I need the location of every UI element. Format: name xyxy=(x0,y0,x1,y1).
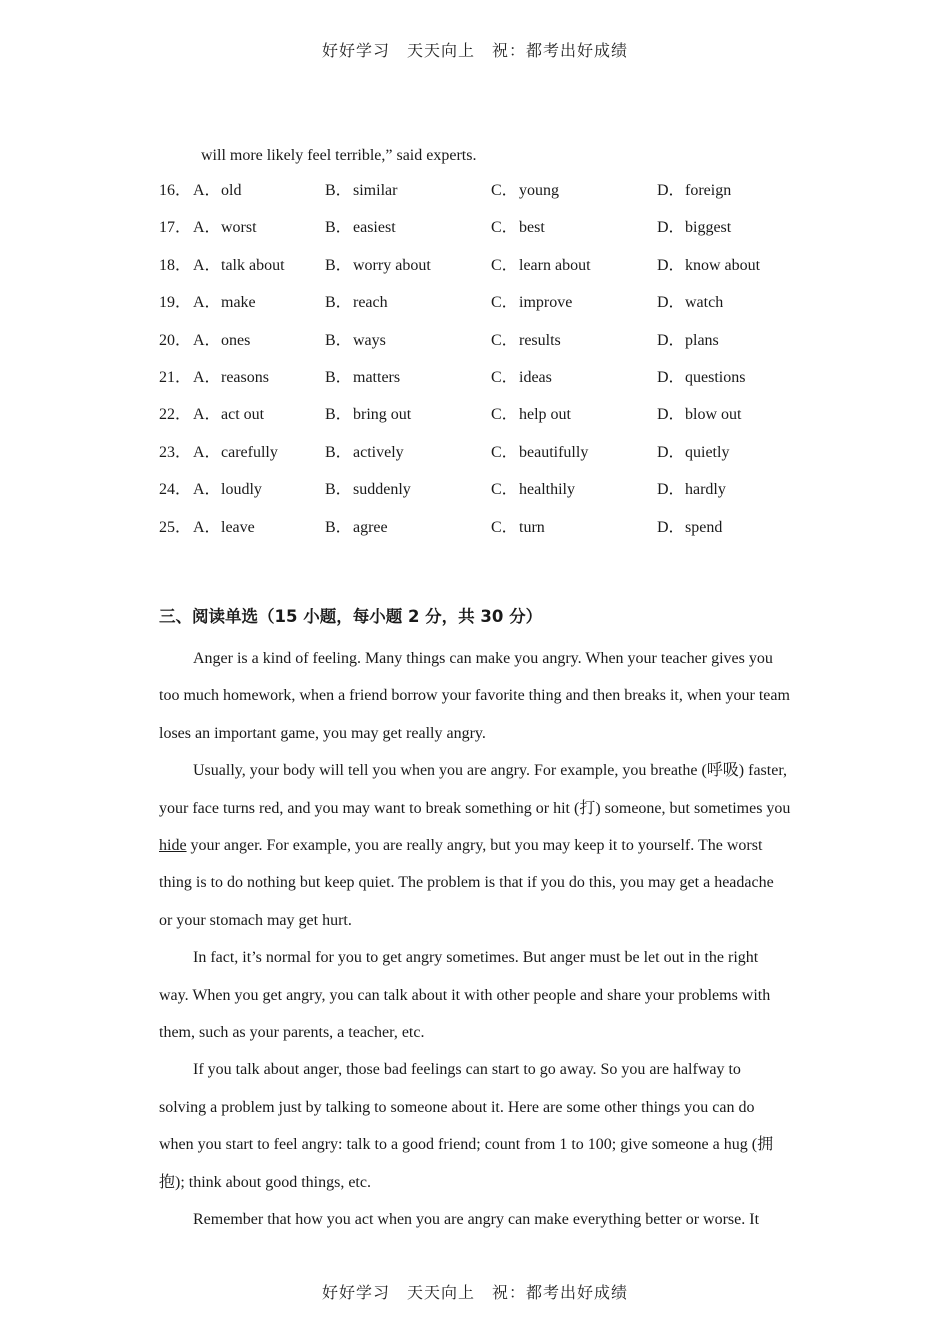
page-header: 好好学习 天天向上 祝：都考出好成绩 xyxy=(321,41,628,60)
option-text: spend xyxy=(685,518,723,536)
option-text: biggest xyxy=(685,219,732,237)
option-letter: B． xyxy=(325,406,352,424)
option-letter: B． xyxy=(325,481,352,499)
option-letter: A． xyxy=(193,406,221,424)
option-text: young xyxy=(519,182,559,199)
option-text: ideas xyxy=(519,368,552,386)
question-number: 23． xyxy=(159,443,192,461)
option-text: actively xyxy=(353,443,404,461)
option-c xyxy=(491,330,657,367)
option-text: worst xyxy=(221,219,257,237)
question-number: 18． xyxy=(159,256,192,274)
option-letter: B． xyxy=(325,331,352,349)
option-d xyxy=(657,442,791,479)
option-letter: C． xyxy=(491,481,518,499)
question-row xyxy=(159,217,791,254)
question-number: 20． xyxy=(159,331,192,349)
passage-continuation: will more likely feel terrible,” said experts. xyxy=(201,147,477,164)
option-text: best xyxy=(519,219,545,237)
question-row xyxy=(159,517,791,554)
option-text: results xyxy=(519,331,561,349)
option-c xyxy=(491,255,657,292)
option-letter: D． xyxy=(657,294,685,312)
paragraph-2 xyxy=(159,752,791,939)
question-row xyxy=(159,255,791,292)
option-d xyxy=(657,404,791,441)
option-b xyxy=(325,217,491,254)
option-text: blow out xyxy=(685,406,742,424)
option-text: know about xyxy=(685,256,761,274)
option-letter: C． xyxy=(491,368,518,386)
options-table xyxy=(159,180,791,554)
option-letter: D． xyxy=(657,443,685,461)
reading-passage xyxy=(159,640,791,1239)
option-b xyxy=(325,517,491,554)
paragraph-5: Remember that how you act when you are angry can make everything better or worse. It xyxy=(193,1211,760,1228)
option-text: easiest xyxy=(353,219,396,237)
option-text: agree xyxy=(353,518,388,536)
document-body xyxy=(159,143,791,1238)
option-b xyxy=(325,479,491,516)
option-letter: C． xyxy=(491,182,518,199)
option-letter: D． xyxy=(657,331,685,349)
option-c xyxy=(491,180,657,217)
option-d xyxy=(657,367,791,404)
option-c xyxy=(491,517,657,554)
option-text: loudly xyxy=(221,481,262,499)
question-number: 16． xyxy=(159,182,192,199)
option-text: ways xyxy=(353,331,386,349)
option-letter: A． xyxy=(193,368,221,386)
option-letter: B． xyxy=(325,443,352,461)
option-text: beautifully xyxy=(519,443,589,461)
option-b xyxy=(325,442,491,479)
option-letter: A． xyxy=(193,331,221,349)
option-c xyxy=(491,217,657,254)
option-c xyxy=(491,479,657,516)
option-text: reasons xyxy=(221,368,269,386)
option-letter: C． xyxy=(491,331,518,349)
option-text: act out xyxy=(221,406,265,424)
option-a xyxy=(159,180,325,217)
option-d xyxy=(657,217,791,254)
paragraph-2-start: Usually, your body will tell you when you are angry. For example, you breathe (呼吸) faster, your face turns red, and you may want to break something or hit (打) someone, but sometimes you xyxy=(159,762,791,817)
option-text: suddenly xyxy=(353,481,411,499)
option-letter: A． xyxy=(193,443,221,461)
option-text: reach xyxy=(353,294,388,312)
option-letter: D． xyxy=(657,219,685,237)
question-row xyxy=(159,292,791,329)
option-text: worry about xyxy=(353,256,431,274)
question-number: 24． xyxy=(159,481,192,499)
paragraph-3: In fact, it’s normal for you to get angry sometimes. But anger must be let out in the right way. When you get angry, you can talk about it with other people and share your problems with them, such as your parents, a teacher, etc. xyxy=(159,949,771,1041)
question-number: 21． xyxy=(159,368,192,386)
option-text: questions xyxy=(685,368,746,386)
option-a xyxy=(159,292,325,329)
option-a xyxy=(159,330,325,367)
option-letter: D． xyxy=(657,256,685,274)
option-letter: A． xyxy=(193,518,221,536)
option-a xyxy=(159,404,325,441)
question-number: 17． xyxy=(159,219,192,237)
paragraph-2-end: your anger. For example, you are really angry, but you may keep it to yourself. The worst thing is to do nothing but keep quiet. The problem is that if you do this, you may get a headache or your stomach may get hurt. xyxy=(159,836,774,929)
page-footer: 好好学习 天天向上 祝：都考出好成绩 xyxy=(321,1283,628,1302)
option-c xyxy=(491,442,657,479)
question-row xyxy=(159,404,791,441)
paragraph-4: If you talk about anger, those bad feelings can start to go away. So you are halfway to solving a problem just by talking to someone about it. Here are some other things you can do when you start to feel angry: talk to a good friend; count from 1 to 100; give someone a hug (拥抱); think about good things, etc. xyxy=(159,1061,774,1191)
option-letter: C． xyxy=(491,219,518,237)
option-text: bring out xyxy=(353,406,412,424)
option-letter: B． xyxy=(325,182,352,199)
option-c xyxy=(491,367,657,404)
option-letter: C． xyxy=(491,256,518,274)
option-letter: B． xyxy=(325,294,352,312)
option-letter: B． xyxy=(325,256,352,274)
option-d xyxy=(657,479,791,516)
option-letter: D． xyxy=(657,518,685,536)
option-d xyxy=(657,292,791,329)
option-text: ones xyxy=(221,331,251,349)
option-letter: C． xyxy=(491,518,518,536)
option-c xyxy=(491,404,657,441)
option-b xyxy=(325,180,491,217)
question-number: 22． xyxy=(159,406,192,424)
option-a xyxy=(159,217,325,254)
option-text: make xyxy=(221,294,256,312)
option-text: learn about xyxy=(519,256,591,274)
option-b xyxy=(325,330,491,367)
question-number: 19． xyxy=(159,294,192,312)
section-title: 三、阅读单选（15 小题，每小题 2 分，共 30 分） xyxy=(159,606,543,626)
question-row xyxy=(159,180,791,217)
option-text: healthily xyxy=(519,481,575,499)
option-text: matters xyxy=(353,368,401,386)
option-letter: C． xyxy=(491,443,518,461)
option-d xyxy=(657,180,791,217)
option-d xyxy=(657,255,791,292)
option-letter: D． xyxy=(657,481,685,499)
option-letter: A． xyxy=(193,182,221,199)
question-row xyxy=(159,479,791,516)
option-d xyxy=(657,330,791,367)
paragraph-1: Anger is a kind of feeling. Many things can make you angry. When your teacher gives you too much homework, when a friend borrow your favorite thing and then breaks it, when your team loses an important game, you may get really angry. xyxy=(159,649,790,742)
option-a xyxy=(159,517,325,554)
option-text: turn xyxy=(519,518,545,536)
option-letter: A． xyxy=(193,256,221,274)
option-letter: A． xyxy=(193,219,221,237)
option-letter: C． xyxy=(491,406,518,424)
option-b xyxy=(325,367,491,404)
option-text: watch xyxy=(685,294,724,312)
option-b xyxy=(325,255,491,292)
underlined-word: hide xyxy=(159,836,187,854)
option-letter: B． xyxy=(325,368,352,386)
option-text: talk about xyxy=(221,256,285,274)
option-text: carefully xyxy=(221,443,278,461)
question-row xyxy=(159,442,791,479)
option-text: quietly xyxy=(685,443,730,461)
option-letter: A． xyxy=(193,481,221,499)
option-d xyxy=(657,517,791,554)
option-text: foreign xyxy=(685,182,732,199)
question-number: 25． xyxy=(159,518,192,536)
option-letter: B． xyxy=(325,518,352,536)
option-text: similar xyxy=(353,182,398,199)
option-letter: D． xyxy=(657,182,685,199)
option-text: old xyxy=(221,182,242,199)
option-a xyxy=(159,255,325,292)
option-text: hardly xyxy=(685,481,726,499)
option-text: improve xyxy=(519,294,573,312)
option-text: plans xyxy=(685,331,719,349)
option-c xyxy=(491,292,657,329)
option-a xyxy=(159,442,325,479)
option-a xyxy=(159,367,325,404)
option-text: leave xyxy=(221,518,255,536)
option-text: help out xyxy=(519,406,571,424)
question-row xyxy=(159,330,791,367)
option-b xyxy=(325,404,491,441)
option-letter: A． xyxy=(193,294,221,312)
option-letter: B． xyxy=(325,219,352,237)
option-a xyxy=(159,479,325,516)
option-letter: D． xyxy=(657,368,685,386)
option-b xyxy=(325,292,491,329)
question-row xyxy=(159,367,791,404)
option-letter: D． xyxy=(657,406,685,424)
option-letter: C． xyxy=(491,294,518,312)
